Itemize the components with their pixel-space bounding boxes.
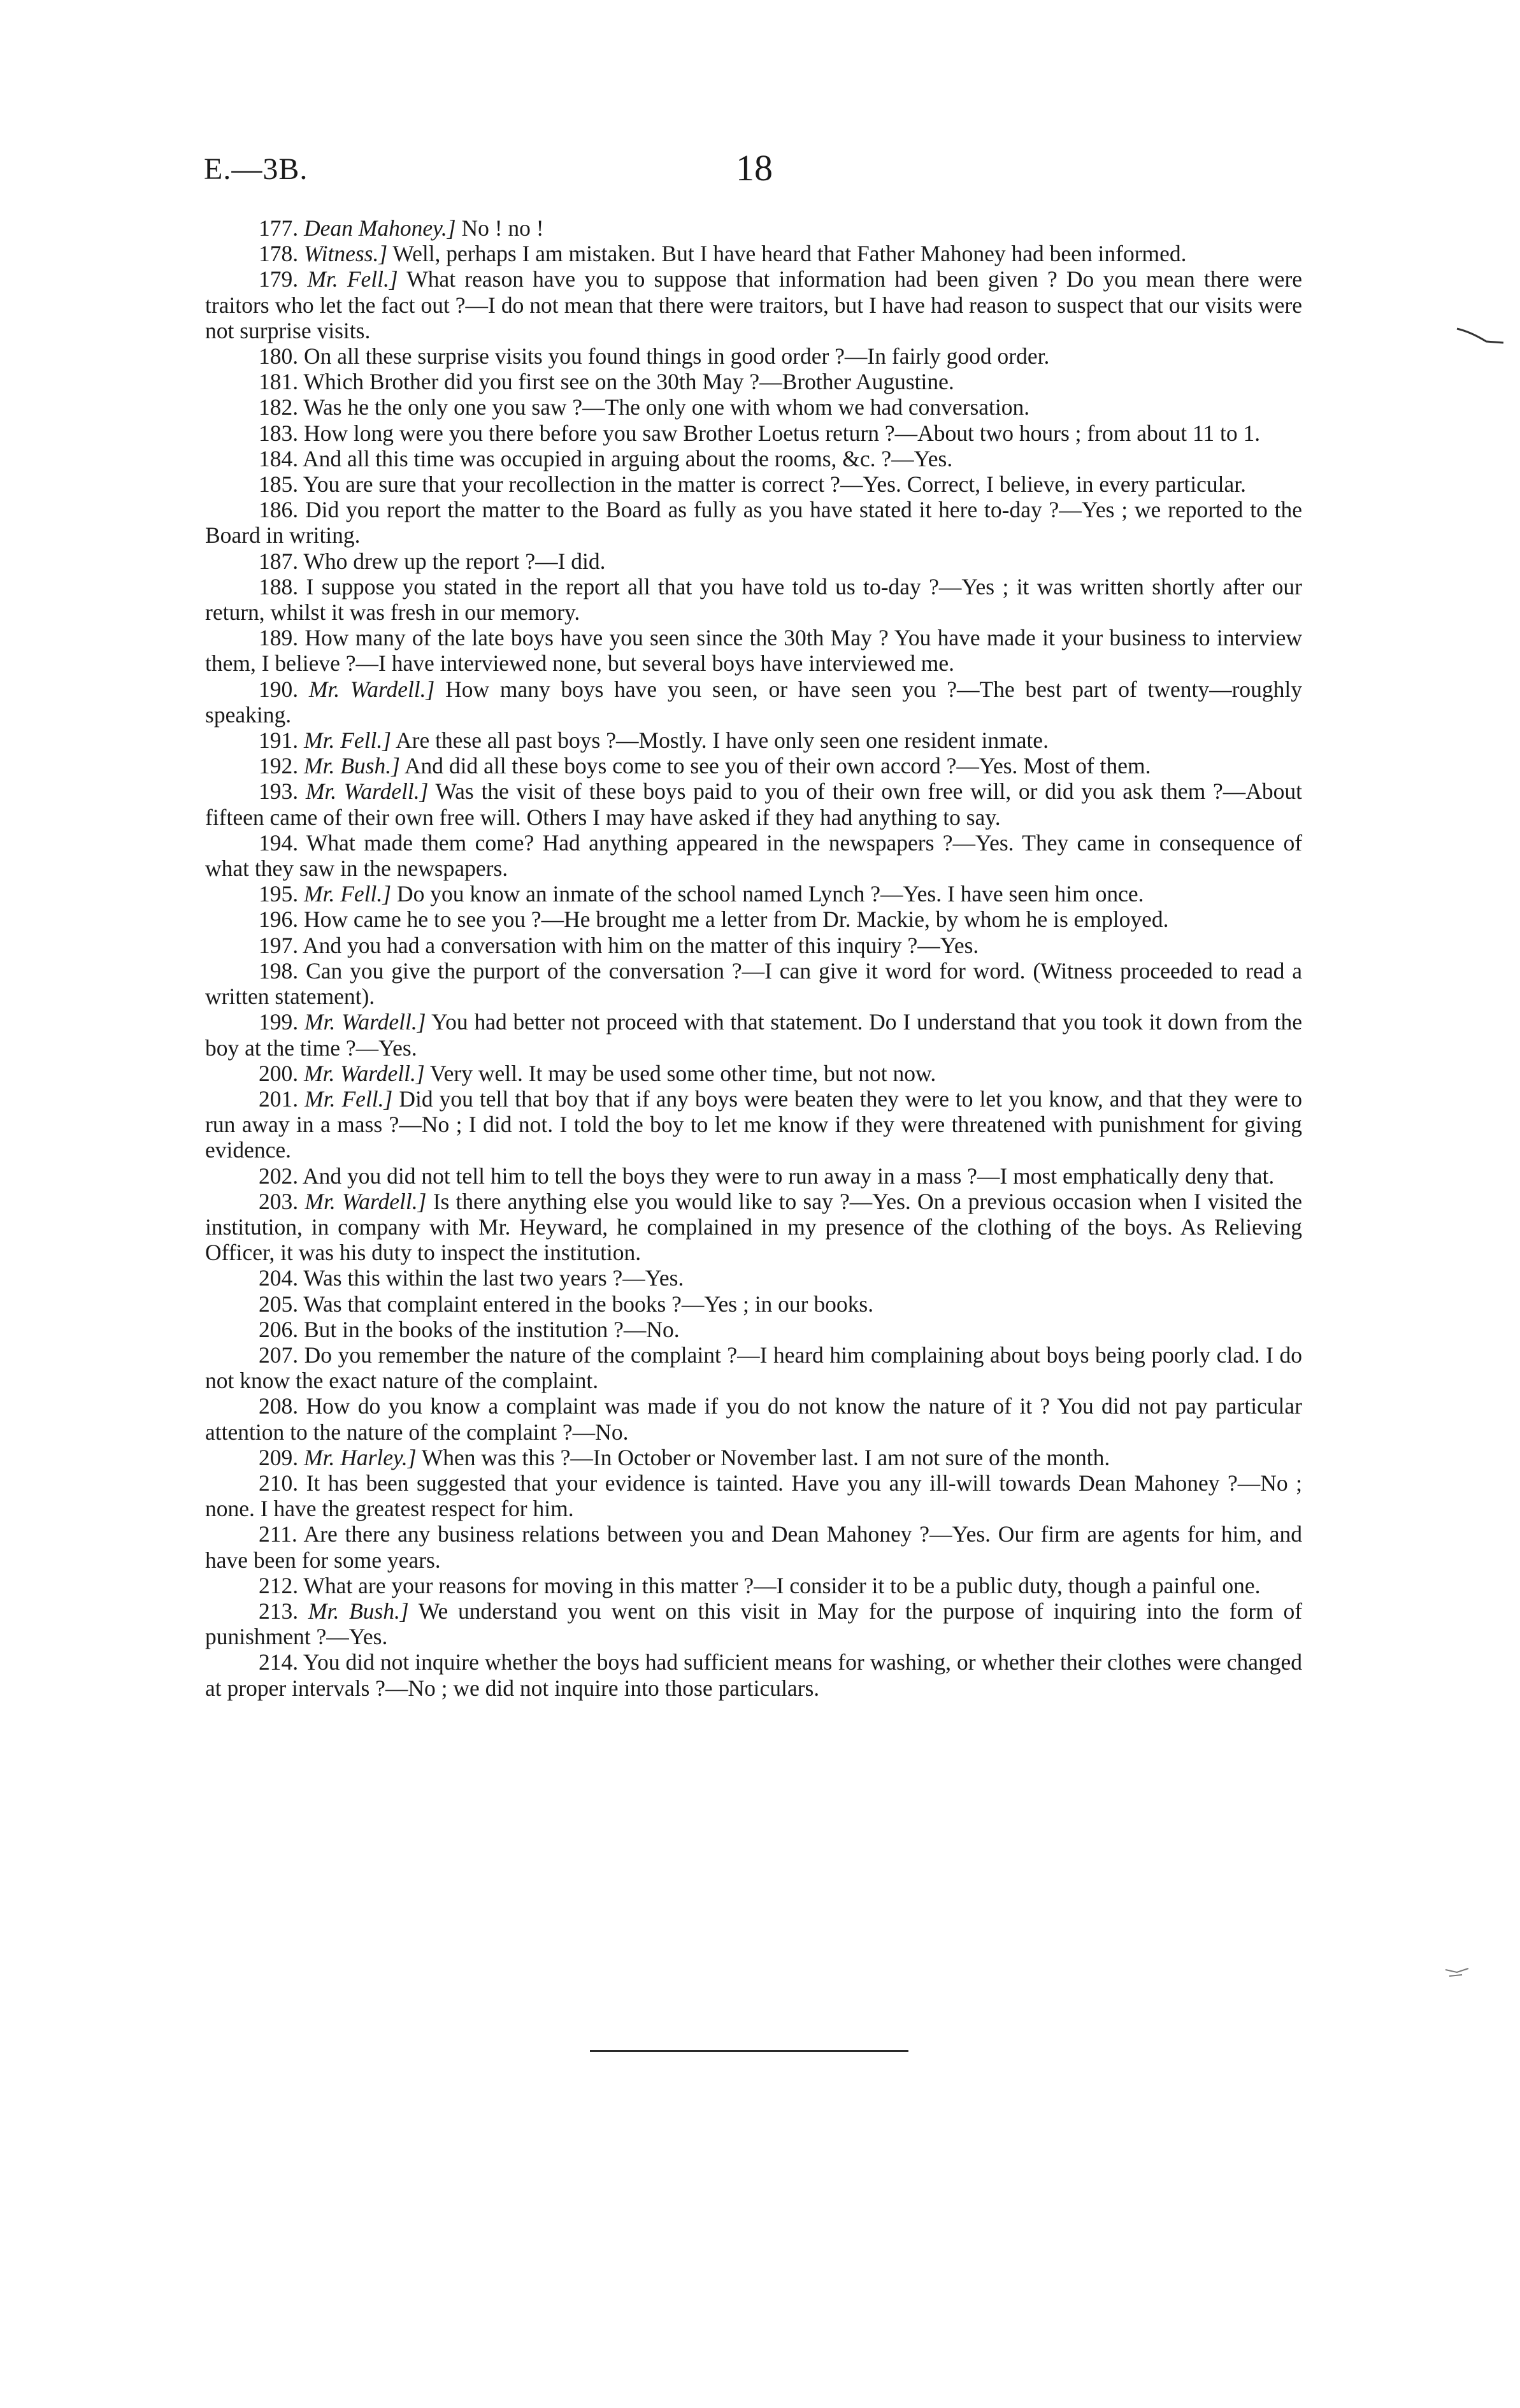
question-text: How long were you there before you saw Brother Loetus return ?—About two hours ; from about 11 to 1. — [304, 420, 1261, 446]
question-number: 179. — [259, 266, 308, 292]
question-number: 205. — [259, 1291, 304, 1317]
question-paragraph — [205, 907, 1302, 932]
speaker-name: Dean Mahoney.] — [304, 215, 456, 241]
speaker-name: Mr. Fell.] — [304, 881, 392, 907]
question-number: 196. — [259, 907, 304, 933]
question-number: 204. — [259, 1265, 304, 1291]
question-number: 188. — [259, 573, 306, 599]
question-text: You had better not proceed with that statement. Do I understand that you took it down from the boy at the time ?—Yes. — [205, 1009, 1303, 1061]
question-number: 185. — [259, 471, 303, 498]
page-number: 18 — [736, 147, 773, 189]
question-text: Was he the only one you saw ?—The only one with whom we had conversation. — [303, 394, 1030, 420]
question-text: What reason have you to suppose that information had been given ? Do you mean there were traitors who let the fact out ?—I do not mean that there were traitors, but I have had reason to suspect that our visits were not surprise visits. — [205, 266, 1303, 343]
question-paragraph — [205, 574, 1302, 625]
question-paragraph — [205, 266, 1302, 343]
evidence-text — [205, 215, 1302, 1701]
question-paragraph — [205, 1649, 1302, 1700]
question-number: 190. — [259, 676, 309, 702]
margin-pen-mark — [1456, 324, 1507, 349]
question-paragraph — [205, 548, 1302, 574]
question-number: 186. — [259, 497, 305, 523]
question-text: But in the books of the institution ?—No. — [304, 1316, 680, 1342]
speaker-name: Mr. Harley.] — [304, 1444, 417, 1470]
question-text: And all this time was occupied in arguing about the rooms, &c. ?—Yes. — [303, 445, 953, 471]
question-number: 192. — [259, 753, 304, 779]
question-paragraph — [205, 1189, 1302, 1266]
question-paragraph — [205, 881, 1302, 907]
question-paragraph — [205, 343, 1302, 369]
series-reference: E.—3B. — [204, 152, 308, 186]
question-paragraph — [205, 830, 1302, 881]
speaker-name: Mr. Wardell.] — [304, 1009, 426, 1035]
question-paragraph — [205, 497, 1302, 548]
question-text: You are sure that your recollection in the matter is correct ?—Yes. Correct, I believe, in every particular. — [303, 471, 1247, 498]
question-text: You did not inquire whether the boys had sufficient means for washing, or whether their clothes were changed at proper intervals ?—No ; we did not inquire into those particulars. — [205, 1649, 1302, 1701]
question-text: How many boys have you seen, or have seen you ?—The best part of twenty—roughly speaking. — [205, 676, 1303, 727]
question-paragraph — [205, 215, 1302, 241]
question-paragraph — [205, 1573, 1302, 1598]
question-text: On all these surprise visits you found things in good order ?—In fairly good order. — [304, 343, 1050, 369]
question-text: Do you know an inmate of the school named Lynch ?—Yes. I have seen him once. — [396, 881, 1144, 907]
question-paragraph — [205, 1009, 1302, 1060]
question-paragraph — [205, 1061, 1302, 1086]
question-paragraph — [205, 1265, 1302, 1291]
question-paragraph — [205, 471, 1302, 497]
question-text: Are there any business relations between you and Dean Mahoney ?—Yes. Our firm are agents for him, and have been for some years. — [205, 1521, 1302, 1573]
question-text: Did you report the matter to the Board as fully as you have stated it here to-day ?—Yes ; we reported to the Board in writing. — [205, 497, 1302, 548]
question-number: 203. — [259, 1188, 305, 1214]
question-text: Well, perhaps I am mistaken. But I have heard that Father Mahoney had been informed. — [392, 241, 1187, 267]
page-header — [0, 147, 1520, 197]
question-text: And you had a conversation with him on the matter of this inquiry ?—Yes. — [303, 932, 979, 958]
question-paragraph — [205, 625, 1302, 676]
question-text: Which Brother did you first see on the 30th May ?—Brother Augustine. — [303, 369, 954, 395]
speaker-name: Mr. Wardell.] — [308, 676, 435, 702]
question-paragraph — [205, 420, 1302, 446]
question-text: What made them come? Had anything appeared in the newspapers ?—Yes. They came in consequence of what they saw in the newspapers. — [205, 829, 1303, 882]
question-text: Was that complaint entered in the books ?—Yes ; in our books. — [303, 1291, 874, 1317]
question-number: 187. — [259, 548, 304, 574]
question-number: 195. — [259, 881, 304, 907]
question-number: 202. — [259, 1163, 303, 1189]
question-number: 197. — [259, 932, 303, 958]
speaker-name: Mr. Fell.] — [305, 1086, 393, 1112]
question-number: 177. — [259, 215, 304, 241]
question-number: 189. — [259, 625, 305, 651]
question-text: How came he to see you ?—He brought me a letter from Dr. Mackie, by whom he is employed. — [304, 907, 1169, 933]
question-paragraph — [205, 727, 1302, 753]
question-number: 180. — [259, 343, 304, 369]
question-paragraph — [205, 933, 1302, 958]
question-number: 182. — [259, 394, 304, 420]
question-number: 178. — [259, 241, 304, 267]
speaker-name: Mr. Wardell.] — [305, 1188, 427, 1214]
question-text: Are these all past boys ?—Mostly. I have only seen one resident inmate. — [395, 727, 1049, 754]
question-paragraph — [205, 446, 1302, 471]
question-number: 213. — [259, 1598, 308, 1624]
question-text: And you did not tell him to tell the boys they were to run away in a mass ?—I most emphatically deny that. — [303, 1163, 1275, 1189]
question-paragraph — [205, 778, 1302, 829]
question-paragraph — [205, 677, 1302, 727]
question-number: 212. — [259, 1572, 304, 1598]
speaker-name: Mr. Fell.] — [307, 266, 398, 292]
question-paragraph — [205, 394, 1302, 420]
question-text: Is there anything else you would like to say ?—Yes. On a previous occasion when I visited the institution, in company with Mr. Heyward, he complained in my presence of the clothing of the boys. As Relieving Officer, it was his duty to inspect the institution. — [205, 1188, 1303, 1266]
question-text: Do you remember the nature of the complaint ?—I heard him complaining about boys being poorly clad. I do not know the exact nature of the complaint. — [205, 1342, 1303, 1394]
section-divider — [590, 2050, 908, 2052]
question-paragraph — [205, 1598, 1302, 1649]
question-text: Who drew up the report ?—I did. — [303, 548, 606, 574]
question-number: 209. — [259, 1444, 304, 1470]
question-number: 200. — [259, 1060, 304, 1086]
question-text: No ! no ! — [461, 215, 544, 241]
question-text: It has been suggested that your evidence is tainted. Have you any ill-will towards Dean Mahoney ?—No ; none. I have the greatest respect for him. — [205, 1470, 1302, 1522]
question-number: 206. — [259, 1316, 304, 1342]
question-number: 183. — [259, 420, 304, 446]
question-number: 214. — [259, 1649, 303, 1675]
question-paragraph — [205, 369, 1302, 394]
question-paragraph — [205, 1163, 1302, 1189]
question-number: 201. — [259, 1086, 305, 1112]
question-number: 184. — [259, 445, 303, 471]
question-number: 207. — [259, 1342, 305, 1368]
question-paragraph — [205, 241, 1302, 266]
question-paragraph — [205, 753, 1302, 778]
question-paragraph — [205, 1317, 1302, 1342]
question-number: 210. — [259, 1470, 306, 1496]
question-text: What are your reasons for moving in this matter ?—I consider it to be a public duty, though a painful one. — [303, 1572, 1261, 1598]
question-number: 181. — [259, 369, 304, 395]
question-number: 198. — [259, 957, 306, 984]
question-number: 194. — [259, 829, 306, 856]
question-text: Did you tell that boy that if any boys were beaten they were to let you know, and that they were to run away in a mass ?—No ; I did not. I told the boy to let me know if they were threatened with punishment for giving evidence. — [205, 1086, 1303, 1163]
question-number: 211. — [259, 1521, 304, 1547]
speaker-name: Mr. Bush.] — [304, 753, 400, 779]
question-text: We understand you went on this visit in May for the purpose of inquiring into the form of punishment ?—Yes. — [205, 1598, 1303, 1650]
question-number: 208. — [259, 1393, 306, 1419]
question-number: 191. — [259, 727, 304, 754]
speaker-name: Witness.] — [304, 241, 388, 267]
question-text: And did all these boys come to see you of their own accord ?—Yes. Most of them. — [404, 753, 1151, 779]
speaker-name: Mr. Fell.] — [304, 727, 392, 754]
question-text: Can you give the purport of the conversation ?—I can give it word for word. (Witness proceeded to read a written statement). — [205, 957, 1303, 1010]
question-text: How many of the late boys have you seen since the 30th May ? You have made it your business to interview them, I believe ?—I have interviewed none, but several boys have interviewed me. — [205, 625, 1302, 677]
question-number: 193. — [259, 778, 306, 805]
question-text: Was this within the last two years ?—Yes. — [303, 1265, 684, 1291]
question-number: 199. — [259, 1009, 305, 1035]
question-paragraph — [205, 1470, 1302, 1521]
margin-smudge-mark — [1443, 1962, 1481, 1981]
question-paragraph — [205, 1393, 1302, 1444]
speaker-name: Mr. Bush.] — [308, 1598, 409, 1624]
question-paragraph — [205, 1445, 1302, 1470]
speaker-name: Mr. Wardell.] — [305, 778, 429, 805]
question-paragraph — [205, 1521, 1302, 1572]
question-text: I suppose you stated in the report all that you have told us to-day ?—Yes ; it was written shortly after our return, whilst it was fresh in our memory. — [205, 573, 1302, 626]
speaker-name: Mr. Wardell.] — [304, 1060, 425, 1086]
question-paragraph — [205, 1086, 1302, 1163]
question-text: When was this ?—In October or November last. I am not sure of the month. — [421, 1444, 1110, 1470]
question-text: How do you know a complaint was made if you do not know the nature of it ? You did not pay particular attention to the nature of the complaint ?—No. — [205, 1393, 1303, 1445]
question-paragraph — [205, 1291, 1302, 1317]
question-text: Was the visit of these boys paid to you of their own free will, or did you ask them ?—About fifteen came of their own free will. Others I may have asked if they had anything to say. — [205, 778, 1303, 830]
question-text: Very well. It may be used some other time, but not now. — [429, 1060, 936, 1086]
question-paragraph — [205, 958, 1302, 1009]
question-paragraph — [205, 1342, 1302, 1393]
